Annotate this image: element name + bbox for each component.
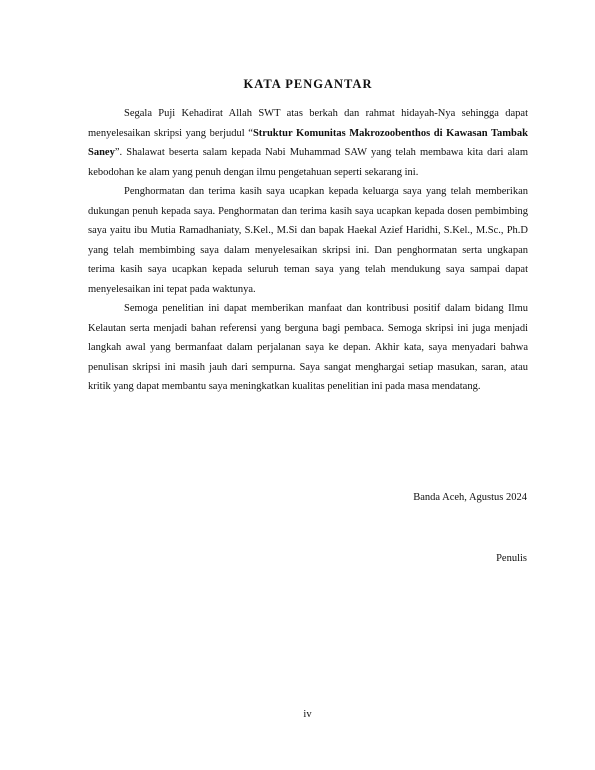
- paragraph-1: [88, 104, 528, 182]
- thesis-title: Struktur Komunitas Makrozoobenthos di Kawasan Tambak Saney: [88, 127, 528, 158]
- page-number: iv: [303, 709, 312, 720]
- page-title: KATA PENGANTAR: [243, 77, 373, 91]
- paragraph-2: Penghormatan dan terima kasih saya ucapkan kepada keluarga saya yang telah memberikan dukungan penuh kepada saya. Penghormatan dan terima kasih saya ucapkan kepada dosen pembimbing saya yaitu ibu Mutia Ramadhaniaty, S.Kel., M.Si dan bapak Haekal Azief Haridhi, S.Kel., M.Sc., Ph.D yang telah membimbing saya dalam menyelesaikan skripsi ini. Dan penghormatan serta ungkapan terima kasih saya ucapkan kepada seluruh teman saya yang telah mendukung saya sampai dapat menyelesaikan ini tepat pada waktunya.: [88, 186, 528, 295]
- place-date: Banda Aceh, Agustus 2024: [413, 492, 527, 503]
- author-signature: Penulis: [496, 553, 527, 564]
- paragraph-1-after: ”. Shalawat beserta salam kepada Nabi Muhammad SAW yang telah membawa kita dari alam kebodohan ke alam yang penuh dengan ilmu pengetahuan seperti sekarang ini.: [88, 147, 528, 178]
- paragraph-1-before: Segala Puji Kehadirat Allah SWT atas berkah dan rahmat hidayah-Nya sehingga dapat menyelesaikan skripsi yang berjudul “: [88, 108, 528, 139]
- body-text: [88, 104, 528, 397]
- paragraph-3: Semoga penelitian ini dapat memberikan manfaat dan kontribusi positif dalam bidang Ilmu Kelautan serta menjadi bahan referensi yang berguna bagi pembaca. Semoga skripsi ini juga menjadi langkah awal yang bermanfaat dalam perjalanan saya ke depan. Akhir kata, saya menyadari bahwa penulisan skripsi ini masih jauh dari sempurna. Saya sangat menghargai setiap masukan, saran, atau kritik yang dapat membantu saya meningkatkan kualitas penelitian ini pada masa mendatang.: [88, 303, 528, 392]
